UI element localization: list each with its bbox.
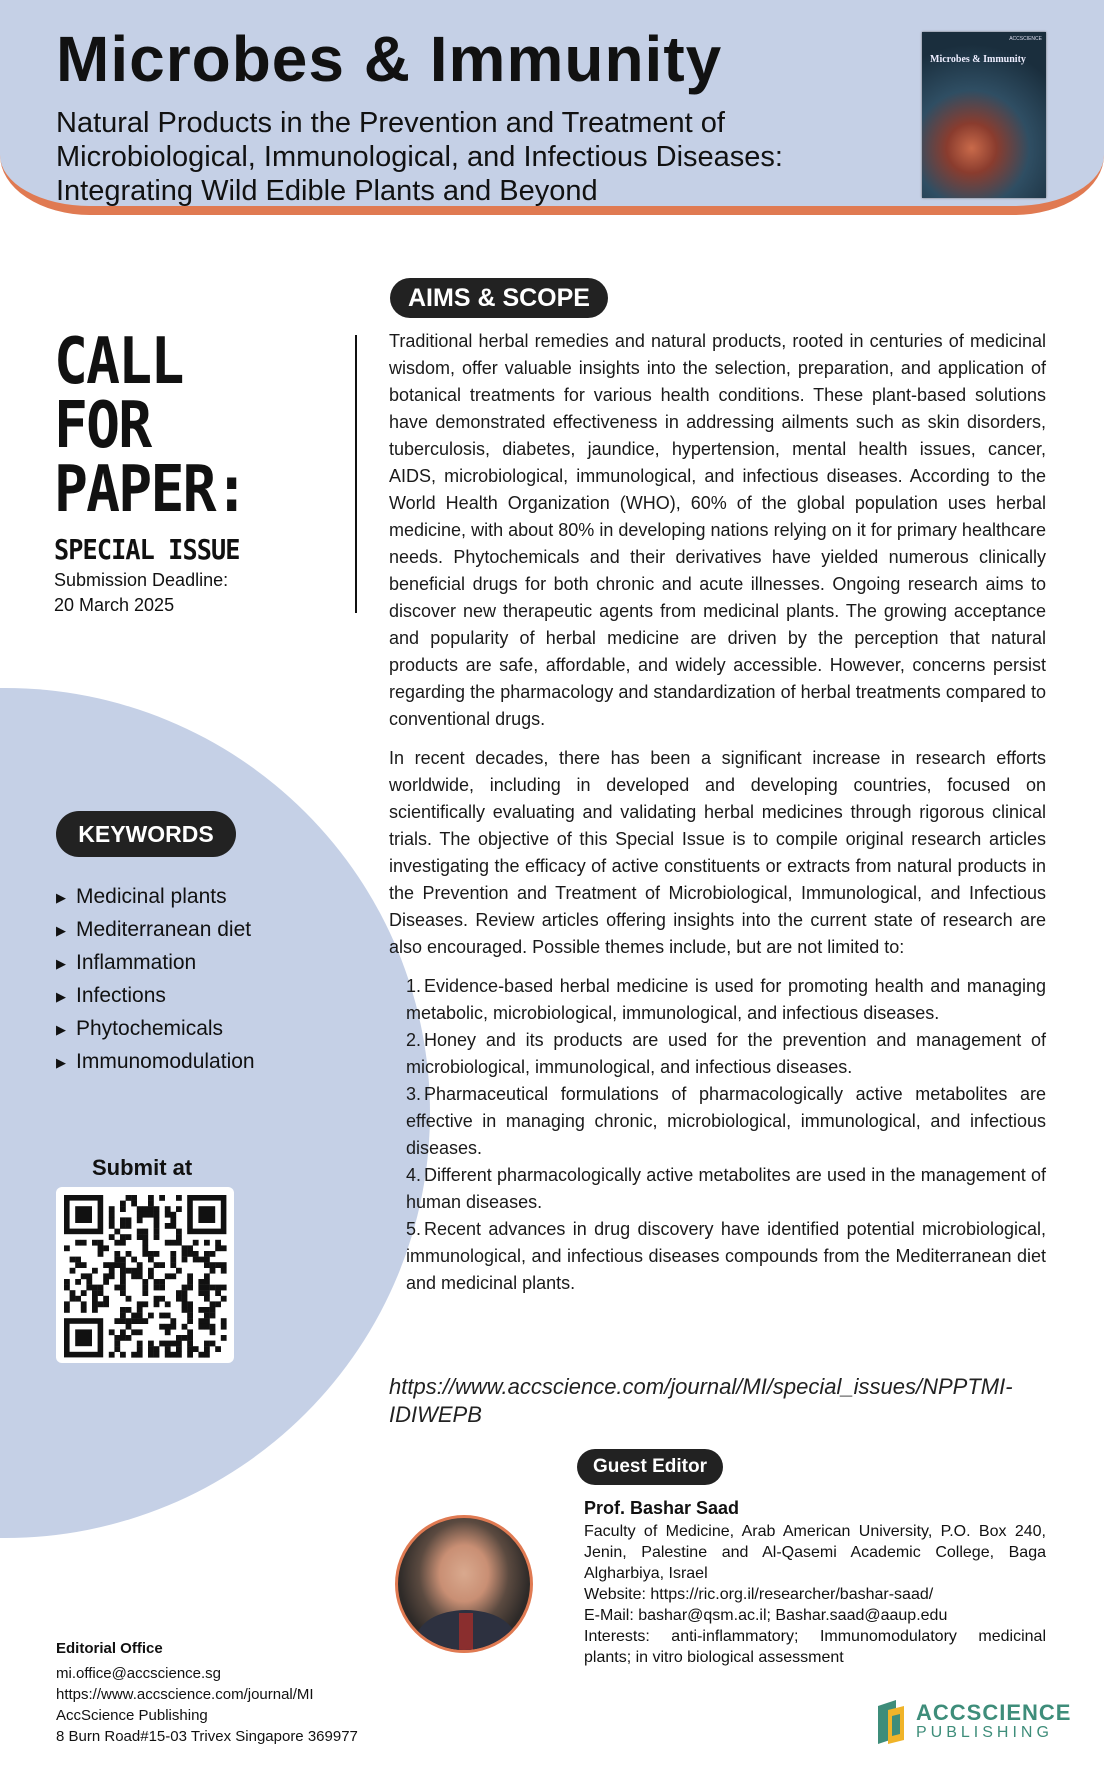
theme-item: 2. Honey and its products are used for the prevention and management of microbiological, immunological, and infectious diseases. — [406, 1030, 1046, 1077]
submission-qr-code[interactable] — [56, 1187, 234, 1363]
triangle-bullet-icon: ▶ — [56, 1021, 66, 1037]
editorial-office-website[interactable]: https://www.accscience.com/journal/MI — [56, 1686, 314, 1703]
keyword-item: ▶ Infections — [56, 979, 255, 1012]
submission-deadline — [54, 568, 228, 618]
aims-scope-body — [389, 328, 1046, 1297]
deadline-date: 20 March 2025 — [54, 595, 175, 615]
editorial-office-address: 8 Burn Road#15-03 Trivex Singapore 369977 — [56, 1728, 358, 1745]
cover-label: Microbes & Immunity — [930, 54, 1026, 65]
journal-cover-image — [922, 32, 1046, 198]
keyword-item: ▶ Inflammation — [56, 946, 255, 979]
accscience-logo — [876, 1700, 1072, 1748]
triangle-bullet-icon: ▶ — [56, 889, 66, 905]
aims-paragraph-1: Traditional herbal remedies and natural products, rooted in centuries of medicinal wisdom, offer valuable insights into the selection, preparation, and application of botanical treatments for various health conditions. These plant-based solutions have demonstrated effectiveness in addressing ailments such as skin disorders, tuberculosis, diabetes, jaundice, hypertension, mental health issues, cancer, AIDS, microbiological, immunological, and infectious diseases. According to the World Health Organization (WHO), 60% of the global population uses herbal medicine, with about 80% in developing nations relying on it for primary healthcare needs. Phytochemicals and their derivatives have yielded numerous clinically beneficial drugs for both chronic and acute illnesses. Ongoing research aims to discover new therapeutic agents from medicinal plants. The growing acceptance and popularity of herbal medicine are driven by the perception that natural products are safe, affordable, and widely accessible. However, concerns persist regarding the pharmacology and standardization of herbal treatments compared to conventional drugs. — [389, 331, 1046, 729]
call-for-paper-heading — [54, 325, 247, 527]
guest-editor-interests: Interests: anti-inflammatory; Immunomodulatory medicinal plants; in vitro biological assessment — [584, 1628, 1046, 1666]
keywords-heading: KEYWORDS — [56, 811, 236, 857]
cfp-line-1: CALL — [54, 325, 183, 399]
editorial-office — [56, 1638, 358, 1747]
logo-text-main: ACCSCIENCE — [916, 1700, 1072, 1725]
guest-editor-website[interactable]: Website: https://ric.org.il/researcher/bashar-saad/ — [584, 1586, 934, 1603]
theme-item: 5. Recent advances in drug discovery have identified potential microbiological, immunological, and infectious diseases compounds from the Mediterranean diet and medicinal plants. — [406, 1219, 1046, 1293]
triangle-bullet-icon: ▶ — [56, 955, 66, 971]
guest-editor-email[interactable]: E-Mail: bashar@qsm.ac.il; Bashar.saad@aaup.edu — [584, 1607, 948, 1624]
special-issue-link[interactable]: https://www.accscience.com/journal/MI/special_issues/NPPTMI-IDIWEPB — [389, 1374, 1013, 1427]
keyword-item: ▶ Mediterranean diet — [56, 913, 255, 946]
triangle-bullet-icon: ▶ — [56, 988, 66, 1004]
guest-editor-photo — [395, 1515, 533, 1653]
editorial-office-email[interactable]: mi.office@accscience.sg — [56, 1665, 222, 1682]
special-issue-label: SPECIAL ISSUE — [54, 533, 240, 566]
guest-editor-affiliation: Faculty of Medicine, Arab American University, P.O. Box 240, Jenin, Palestine and Al-Qasemi Academic College, Baga Algharbiya, Israel — [584, 1523, 1046, 1582]
qr-code-icon — [56, 1187, 234, 1363]
cfp-line-3: PAPER: — [54, 453, 247, 527]
keyword-item: ▶ Medicinal plants — [56, 880, 255, 913]
guest-editor-heading: Guest Editor — [577, 1449, 723, 1485]
triangle-bullet-icon: ▶ — [56, 922, 66, 938]
journal-title: Microbes & Immunity — [56, 23, 723, 95]
accscience-logo-icon — [876, 1700, 906, 1744]
aims-scope-heading: AIMS & SCOPE — [390, 278, 608, 318]
guest-editor-info — [584, 1521, 1046, 1668]
cover-publisher: ACCSCIENCE — [1009, 36, 1042, 42]
aims-paragraph-2: In recent decades, there has been a significant increase in research efforts worldwide, including in developed and developing countries, focused on scientifically evaluating and validating herbal medicines through rigorous clinical trials. The objective of this Special Issue is to compile original research articles investigating the efficacy of active constituents or extracts from natural products in the Prevention and Treatment of Microbiological, Immunological, and Infectious Diseases. Review articles offering insights into the current state of research are also encouraged. Possible themes include, but are not limited to: — [389, 748, 1046, 957]
editorial-office-publisher: AccScience Publishing — [56, 1707, 208, 1724]
vertical-divider — [355, 335, 357, 613]
themes-list — [389, 973, 1046, 1297]
issue-title: Natural Products in the Prevention and Treatment of Microbiological, Immunological, and Infectious Diseases: Integrating Wild Edible Plants and Beyond — [56, 107, 783, 207]
guest-editor-name: Prof. Bashar Saad — [584, 1498, 740, 1518]
keywords-list — [56, 880, 255, 1078]
deadline-label: Submission Deadline: — [54, 570, 229, 590]
submit-label: Submit at — [92, 1155, 193, 1180]
theme-item: 1. Evidence-based herbal medicine is used for promoting health and managing metabolic, microbiological, immunological, and infectious diseases. — [406, 976, 1046, 1023]
keyword-item: ▶ Immunomodulation — [56, 1045, 255, 1078]
cfp-line-2: FOR — [54, 389, 151, 463]
editorial-office-title: Editorial Office — [56, 1640, 163, 1657]
triangle-bullet-icon: ▶ — [56, 1054, 66, 1070]
keyword-item: ▶ Phytochemicals — [56, 1012, 255, 1045]
theme-item: 3. Pharmaceutical formulations of pharmacologically active metabolites are effective in managing chronic, microbiological, immunological, and infectious diseases. — [406, 1084, 1046, 1158]
theme-item: 4. Different pharmacologically active metabolites are used in the management of human diseases. — [406, 1165, 1046, 1212]
logo-text-sub: PUBLISHING — [916, 1724, 1053, 1741]
photo-tie-shape — [459, 1613, 473, 1653]
